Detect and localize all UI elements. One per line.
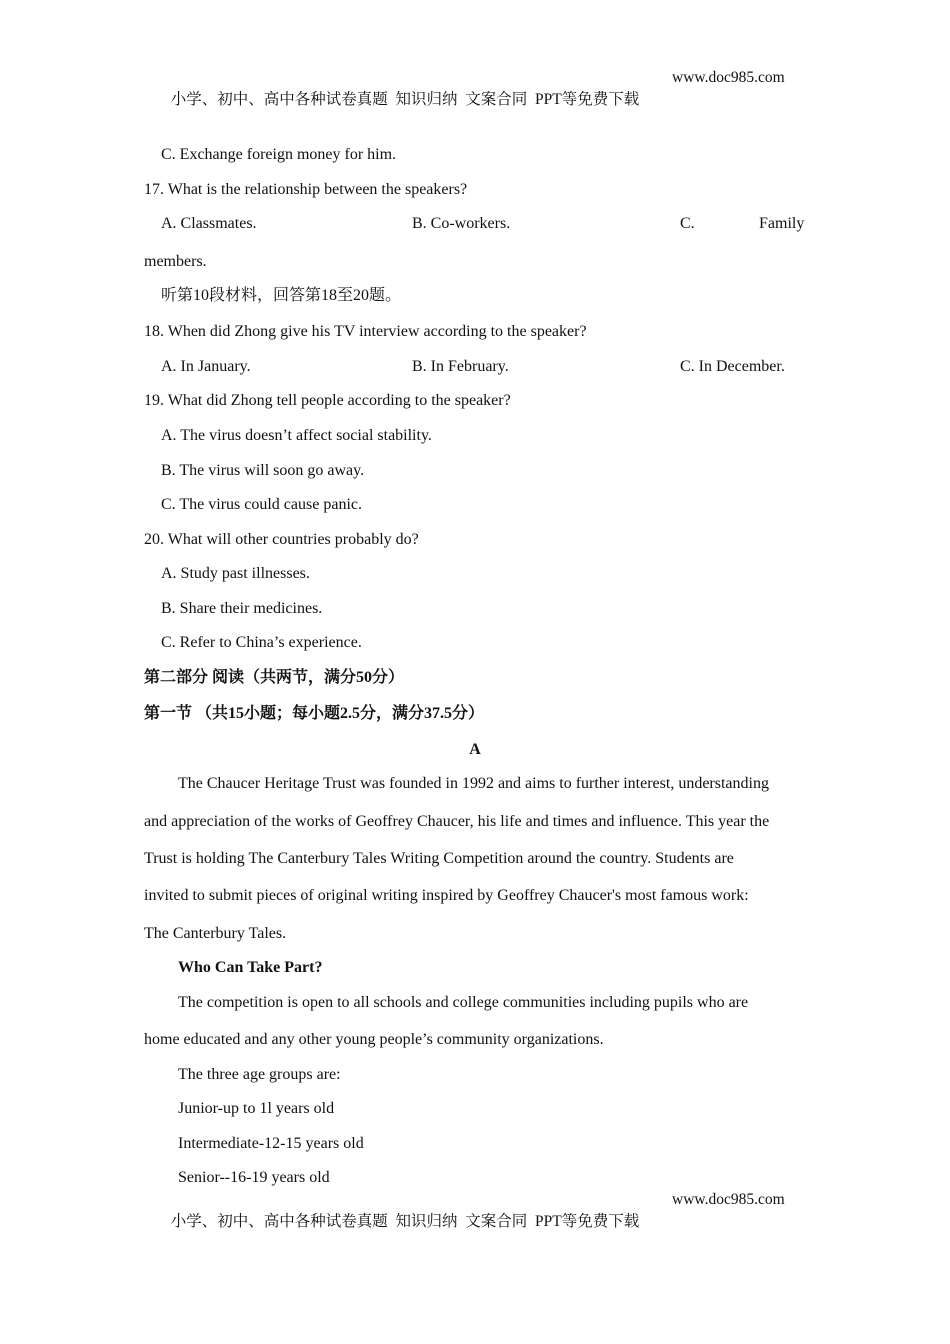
q20-option-a: A. Study past illnesses. xyxy=(161,565,310,582)
footer-text: 小学、初中、高中各种试卷真题 知识归纳 文案合同 PPT等免费下载 xyxy=(170,1213,640,1230)
q18-option-c: C. In December. xyxy=(680,358,785,375)
passage-a-p1-line: and appreciation of the works of Geoffrey Chaucer, his life and times and influence. This year the xyxy=(144,813,770,830)
q19-option-a: A. The virus doesn’t affect social stability. xyxy=(161,427,432,444)
q19-option-c: C. The virus could cause panic. xyxy=(161,496,362,513)
q17-option-b: B. Co-workers. xyxy=(412,215,511,232)
listening-intro-10: 听第10段材料，回答第18至20题。 xyxy=(161,287,402,304)
q17-option-c-word: Family xyxy=(759,215,805,232)
passage-a-p2-line: The competition is open to all schools and college communities including pupils who are xyxy=(178,994,749,1011)
header-site[interactable]: www.doc985.com xyxy=(672,69,785,86)
q20-stem: 20. What will other countries probably do? xyxy=(144,531,419,548)
q18-stem: 18. When did Zhong give his TV interview according to the speaker? xyxy=(144,323,587,340)
q18-option-b: B. In February. xyxy=(412,358,509,375)
q17-stem: 17. What is the relationship between the speakers? xyxy=(144,181,468,198)
passage-a-p1-line: The Canterbury Tales. xyxy=(144,925,287,942)
part2-title: 第二部分 阅读（共两节，满分50分） xyxy=(144,669,405,686)
passage-a-p1-line: Trust is holding The Canterbury Tales Writing Competition around the country. Students are xyxy=(144,850,734,867)
q19-stem: 19. What did Zhong tell people according to the speaker? xyxy=(144,392,511,409)
passage-a-p1-line: invited to submit pieces of original writing inspired by Geoffrey Chaucer's most famous work: xyxy=(144,887,749,904)
footer-site[interactable]: www.doc985.com xyxy=(672,1191,785,1208)
age-groups-intro: The three age groups are: xyxy=(178,1066,341,1083)
q17-option-c-cont: members. xyxy=(144,253,207,270)
part2-section1: 第一节 （共15小题；每小题2.5分，满分37.5分） xyxy=(144,705,485,722)
passage-a-label: A xyxy=(469,741,481,758)
passage-a-p2-line: home educated and any other young people’s community organizations. xyxy=(144,1031,604,1048)
q17-option-c-letter: C. xyxy=(680,215,695,232)
page-footer xyxy=(163,1191,785,1249)
passage-a-p1-line: The Chaucer Heritage Trust was founded in 1992 and aims to further interest, understanding xyxy=(178,775,769,792)
q18-option-a: A. In January. xyxy=(161,358,251,375)
age-group-item: Junior-up to 1l years old xyxy=(178,1100,335,1117)
q20-option-b: B. Share their medicines. xyxy=(161,600,323,617)
passage-a-heading: Who Can Take Part? xyxy=(178,959,323,976)
age-group-item: Senior--16-19 years old xyxy=(178,1169,330,1186)
age-group-item: Intermediate-12-15 years old xyxy=(178,1135,364,1152)
q16-option-c: C. Exchange foreign money for him. xyxy=(161,146,397,163)
q17-option-a: A. Classmates. xyxy=(161,215,257,232)
page-header xyxy=(163,69,785,127)
q19-option-b: B. The virus will soon go away. xyxy=(161,462,365,479)
q20-option-c: C. Refer to China’s experience. xyxy=(161,634,362,651)
header-text: 小学、初中、高中各种试卷真题 知识归纳 文案合同 PPT等免费下载 xyxy=(170,91,640,108)
